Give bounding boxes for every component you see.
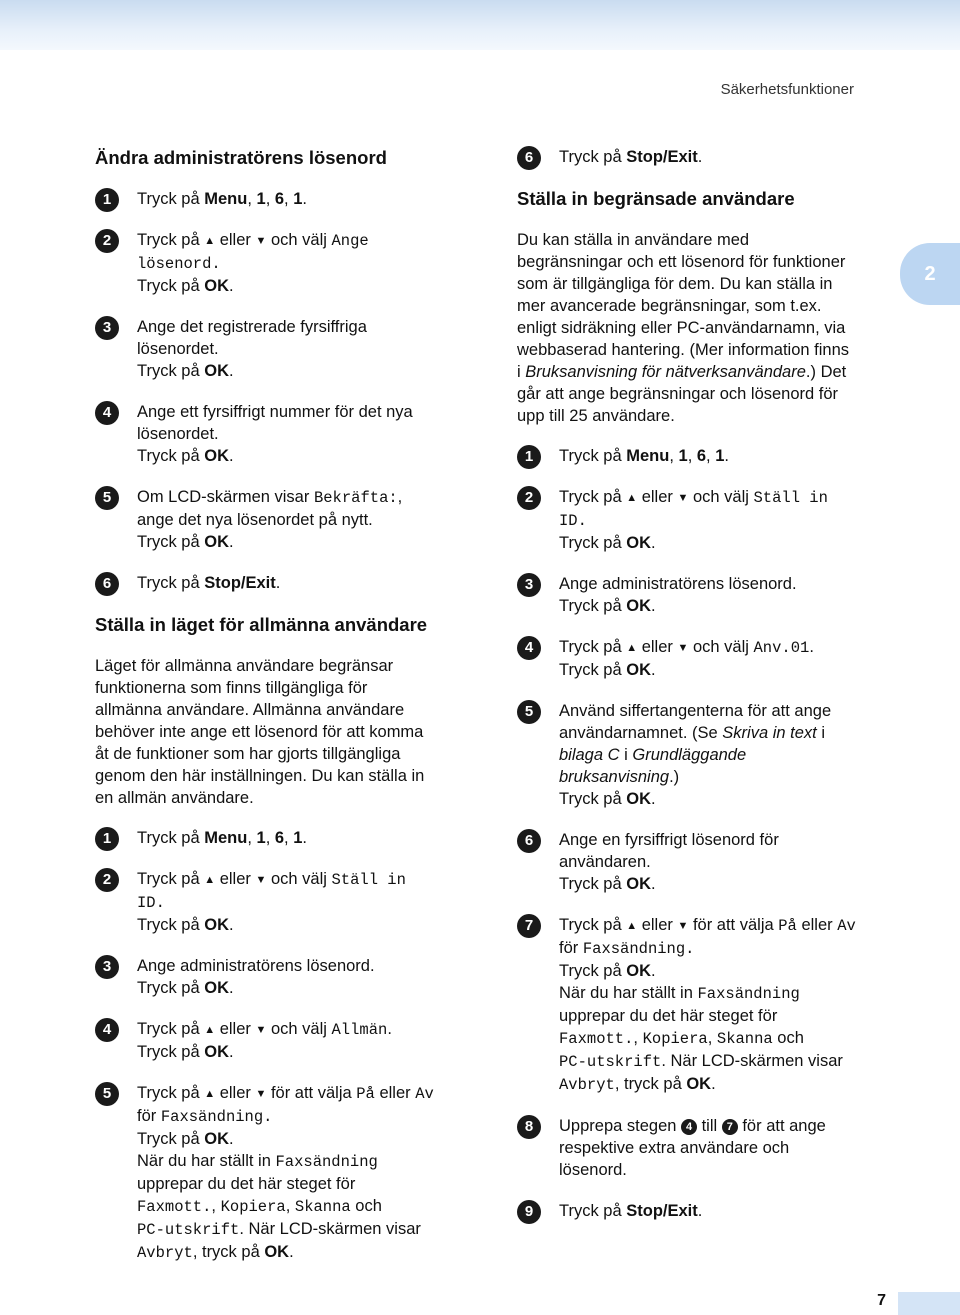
arrow-up-icon: ▲ <box>204 235 216 247</box>
arrow-up-icon: ▲ <box>626 642 638 654</box>
step-number: 3 <box>95 316 119 340</box>
arrow-down-icon: ▼ <box>255 1024 267 1036</box>
arrow-down-icon: ▼ <box>255 1088 267 1100</box>
section-heading-restricted-users: Ställa in begränsade användare <box>517 188 795 209</box>
step-number: 5 <box>95 486 119 510</box>
step-3: 3 Ange administratörens lösenord. Tryck på OK. <box>95 955 467 999</box>
arrow-down-icon: ▼ <box>677 920 689 932</box>
step-2: 2 Tryck på ▲ eller ▼ och välj Ställ in ID. Tryck på OK. <box>517 486 889 554</box>
step-number: 4 <box>517 636 541 660</box>
step-4: 4 Ange ett fyrsiffrigt nummer för det nya lösenordet. Tryck på OK. <box>95 401 467 467</box>
restricted-users-description: Du kan ställa in användare med begränsningar och ett lösenord för funktioner som är tillgängliga för dem. Du kan ställa in mer avancerade begränsningar, som t.ex. enligt sidräkning eller PC-användarnamn, via webbaserad hantering. (Mer information finns i Bruksanvisning för nätverksanvändare.) Det går att ange begränsningar och lösenord för upp till 25 användare. <box>517 231 850 425</box>
arrow-down-icon: ▼ <box>255 235 267 247</box>
step-8: 8 Upprepa stegen 4 till 7 för att ange respektive extra användare och lösenord. <box>517 1115 889 1181</box>
step-number: 4 <box>95 1018 119 1042</box>
step-6: 6 Tryck på Stop/Exit. <box>95 572 467 594</box>
step-6: 6 Ange en fyrsiffrigt lösenord för användaren. Tryck på OK. <box>517 829 889 895</box>
step-number: 5 <box>517 700 541 724</box>
right-column <box>517 146 889 1241</box>
step-number: 2 <box>95 229 119 253</box>
step-1: 1 Tryck på Menu, 1, 6, 1. <box>95 188 467 210</box>
step-number: 8 <box>517 1115 541 1139</box>
header-band <box>0 0 960 50</box>
step-number: 6 <box>517 829 541 853</box>
step-4: 4 Tryck på ▲ eller ▼ och välj Allmän. Tryck på OK. <box>95 1018 467 1063</box>
step-2: 2 Tryck på ▲ eller ▼ och välj Ange lösenord. Tryck på OK. <box>95 229 467 297</box>
step-number: 1 <box>95 827 119 851</box>
footer-band <box>898 1292 960 1315</box>
step-number: 3 <box>517 573 541 597</box>
step-ref-badge: 7 <box>722 1119 738 1135</box>
arrow-up-icon: ▲ <box>204 1088 216 1100</box>
arrow-up-icon: ▲ <box>204 1024 216 1036</box>
step-number: 9 <box>517 1200 541 1224</box>
step-ref-badge: 4 <box>681 1119 697 1135</box>
arrow-down-icon: ▼ <box>677 492 689 504</box>
step-number: 1 <box>517 445 541 469</box>
left-column <box>95 146 467 1283</box>
step-5: 5 Använd siffertangenterna för att ange användarnamnet. (Se Skriva in text i bilaga C i Grundläggande bruksanvisning.) Tryck på OK. <box>517 700 889 810</box>
step-6: 6 Tryck på Stop/Exit. <box>517 146 889 168</box>
step-7: 7 Tryck på ▲ eller ▼ för att välja På eller Av för Faxsändning. Tryck på OK. När du har ställt in Faxsändning upprepar du det här steget för Faxmott., Kopiera, Skanna och PC-utskrift. När LCD-skärmen visar Avbryt, tryck på OK. <box>517 914 889 1096</box>
step-1: 1 Tryck på Menu, 1, 6, 1. <box>517 445 889 467</box>
step-1: 1 Tryck på Menu, 1, 6, 1. <box>95 827 467 849</box>
step-number: 2 <box>95 868 119 892</box>
step-3: 3 Ange administratörens lösenord. Tryck på OK. <box>517 573 889 617</box>
section-heading-public-user: Ställa in läget för allmänna användare <box>95 614 428 635</box>
running-header: Säkerhetsfunktioner <box>720 81 854 98</box>
section-heading-admin-password: Ändra administratörens lösenord <box>95 147 387 168</box>
step-number: 3 <box>95 955 119 979</box>
step-number: 4 <box>95 401 119 425</box>
arrow-down-icon: ▼ <box>255 874 267 886</box>
arrow-up-icon: ▲ <box>204 874 216 886</box>
step-5: 5 Om LCD-skärmen visar Bekräfta:, ange det nya lösenordet på nytt. Tryck på OK. <box>95 486 467 553</box>
step-number: 6 <box>517 146 541 170</box>
arrow-up-icon: ▲ <box>626 920 638 932</box>
step-3: 3 Ange det registrerade fyrsiffriga lösenordet. Tryck på OK. <box>95 316 467 382</box>
page-number: 7 <box>877 1292 886 1309</box>
step-number: 1 <box>95 188 119 212</box>
step-number: 6 <box>95 572 119 596</box>
step-number: 5 <box>95 1082 119 1106</box>
step-9: 9 Tryck på Stop/Exit. <box>517 1200 889 1222</box>
step-4: 4 Tryck på ▲ eller ▼ och välj Anv.01. Tryck på OK. <box>517 636 889 681</box>
step-2: 2 Tryck på ▲ eller ▼ och välj Ställ in ID. Tryck på OK. <box>95 868 467 936</box>
public-user-description: Läget för allmänna användare begränsar funktionerna som finns tillgängliga för allmänna användare. Allmänna användare behöver inte ange ett lösenord för att komma åt de funktioner som har gjorts tillgängliga genom den här inställningen. Du kan ställa in en allmän användare. <box>95 657 425 807</box>
step-number: 2 <box>517 486 541 510</box>
step-5: 5 Tryck på ▲ eller ▼ för att välja På eller Av för Faxsändning. Tryck på OK. När du har ställt in Faxsändning upprepar du det här steget för Faxmott., Kopiera, Skanna och PC-utskrift. När LCD-skärmen visar Avbryt, tryck på OK. <box>95 1082 467 1264</box>
arrow-up-icon: ▲ <box>626 492 638 504</box>
chapter-tab: 2 <box>900 243 960 305</box>
step-number: 7 <box>517 914 541 938</box>
arrow-down-icon: ▼ <box>677 642 689 654</box>
